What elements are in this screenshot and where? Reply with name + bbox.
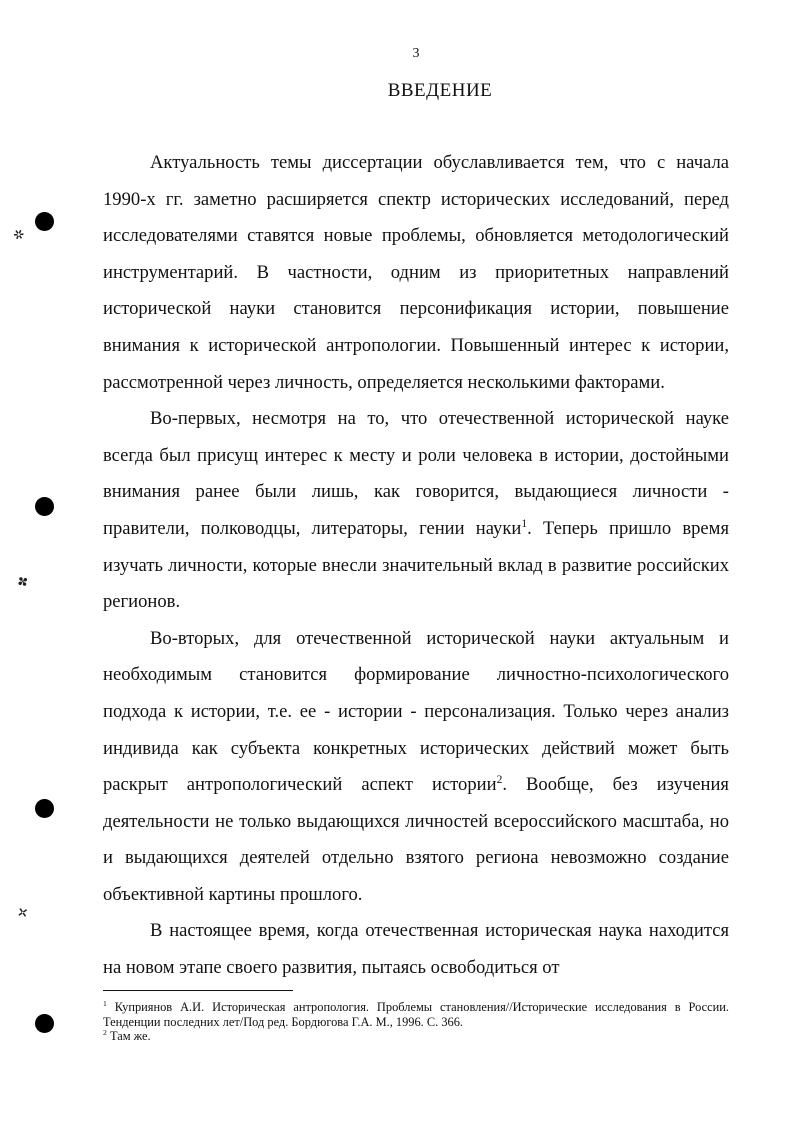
body-text: [103, 145, 729, 987]
stamp-mark: ✛: [14, 904, 33, 923]
punch-hole: [35, 212, 54, 231]
stamp-mark: ✤: [14, 573, 33, 592]
footnote-item: [103, 1029, 729, 1044]
page-title: ВВЕДЕНИЕ: [387, 80, 493, 101]
paragraph-text: Во-вторых, для отечественной исторической науки актуальным и необходимым становится формирование личностно-психологического подхода к истории, т.е. ее - истории - персонализация. Только через анализ индивида как субъекта конкретных исторических действий может быть раскрыт антропологический аспект истории: [103, 627, 729, 796]
footnote-divider: [103, 990, 293, 991]
stamp-mark: ✲: [10, 226, 29, 245]
paragraph-first-factor: [103, 401, 729, 621]
footnote-item: [103, 1000, 729, 1029]
paragraph-relevance: Актуальность темы диссертации обуславливается тем, что с начала 1990-х гг. заметно расширяется спектр исторических исследований, перед исследователями ставятся новые проблемы, обновляется методологический инструментарий. В частности, одним из приоритетных направлений исторической науки становится персонификация истории, повышение внимания к исторической антропологии. Повышенный интерес к истории, рассмотренной через личность, определяется несколькими факторами.: [103, 152, 729, 393]
punch-hole: [35, 799, 54, 818]
footnote-reference: 1: [521, 517, 528, 530]
punch-hole: [35, 497, 54, 516]
punch-hole: [35, 1014, 54, 1033]
paragraph-second-factor: [103, 621, 729, 914]
paragraph-text: Во-первых, несмотря на то, что отечественной исторической науке всегда был присущ интерес к месту и роли человека в истории, достойными внимания ранее были лишь, как говорится, выдающиеся личности - правители, полководцы, литераторы, гении науки: [103, 408, 729, 539]
page-number: 3: [412, 46, 420, 61]
footnote-mark: 2: [103, 1028, 107, 1038]
footnote-mark: 1: [103, 998, 107, 1008]
paragraph-text: . Теперь пришло время изучать личности, которые внесли значительный вклад в развитие российских регионов.: [103, 517, 730, 613]
footnote-text: Куприянов А.И. Историческая антропология. Проблемы становления//Исторические исследования в России. Тенденции последних лет/Под ред. Бордюгова Г.А. М., 1996. С. 366.: [103, 1000, 729, 1029]
paragraph-text: . Вообще, без изучения деятельности не только выдающихся личностей всероссийского масштаба, но и выдающихся деятелей отдельно взятого региона невозможно создание объективной картины прошлого.: [103, 774, 729, 905]
paragraph-current-time: В настоящее время, когда отечественная историческая наука находится на новом этапе своего развития, пытаясь освободиться от: [103, 920, 729, 979]
footnote-text: Там же.: [109, 1029, 151, 1044]
footnote-reference: 2: [496, 773, 503, 786]
footnotes: [103, 1000, 729, 1044]
